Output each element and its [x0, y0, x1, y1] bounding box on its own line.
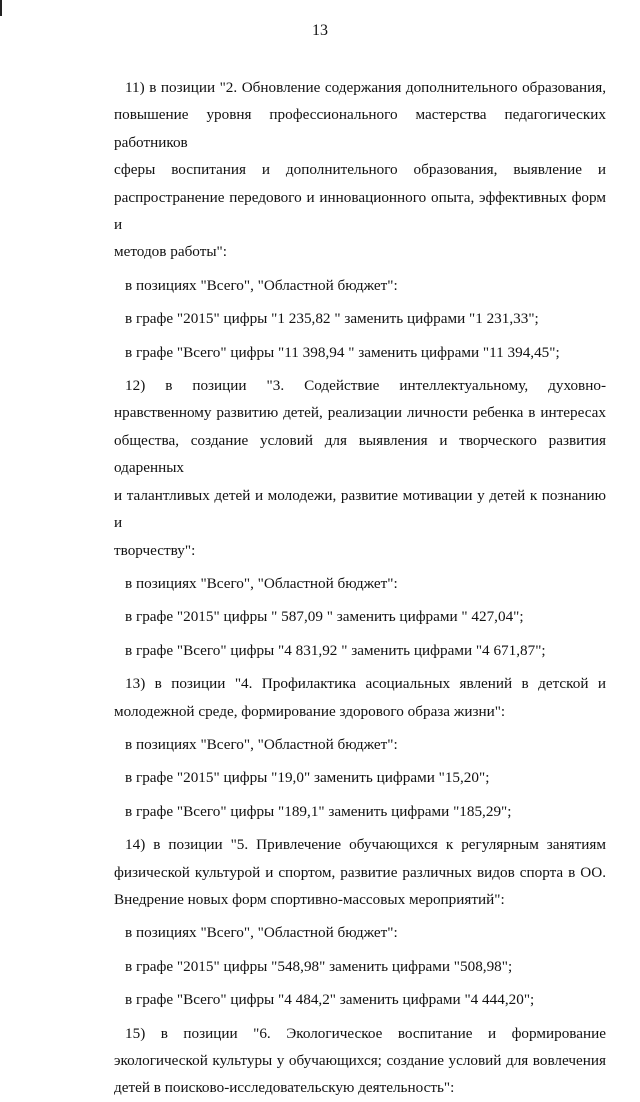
paragraph-line: 11) в позиции "2. Обновление содержания дополнительного образования, [125, 79, 606, 96]
paragraph-last-line: Внедрение новых форм спортивно-массовых мероприятий": [114, 890, 505, 908]
paragraph-last-line: молодежной среде, формирование здорового образа жизни": [114, 702, 506, 720]
positions-line: в позициях "Всего", "Областной бюджет": [125, 276, 398, 294]
item-13 [114, 670, 606, 725]
paragraph-line: 13) в позиции "4. Профилактика асоциальных явлений в детской и [125, 675, 606, 693]
scan-edge-mark [0, 0, 2, 16]
item-14 [114, 831, 606, 913]
row-total-line: в графе "Всего" цифры "189,1" заменить цифрами "185,29"; [125, 802, 512, 820]
paragraph-last-line: методов работы": [114, 243, 227, 261]
paragraph-line: экологической культуры у обучающихся; создание условий для вовлечения [114, 1052, 606, 1069]
paragraph-line: 15) в позиции "6. Экологическое воспитание и формирование [125, 1024, 606, 1042]
row-total-line: в графе "Всего" цифры "11 398,94 " заменить цифрами "11 394,45"; [125, 343, 560, 361]
row-total-line: в графе "Всего" цифры "4 484,2" заменить цифрами "4 444,20"; [125, 991, 535, 1009]
positions-line: в позициях "Всего", "Областной бюджет": [125, 735, 398, 753]
row-total-line: в графе "Всего" цифры "4 831,92 " заменить цифрами "4 671,87"; [125, 641, 546, 659]
positions-line: в позициях "Всего", "Областной бюджет": [125, 924, 398, 942]
paragraph-line: распространение передового и инновационного опыта, эффективных форм и [114, 188, 606, 234]
page-number: 13 [312, 22, 328, 39]
paragraph-last-line: детей в поисково-исследовательскую деятельность": [114, 1079, 455, 1097]
row-2015-line: в графе "2015" цифры " 587,09 " заменить цифрами " 427,04"; [125, 608, 524, 626]
paragraph-line: сферы воспитания и дополнительного образования, выявление и [114, 161, 606, 179]
item-11 [114, 74, 606, 266]
paragraph-line: повышение уровня профессионального мастерства педагогических работников [114, 106, 606, 151]
row-2015-line: в графе "2015" цифры "1 235,82 " заменить цифрами "1 231,33"; [125, 310, 539, 328]
paragraph-line: общества, создание условий для выявления и творческого развития одаренных [114, 431, 606, 477]
row-2015-line: в графе "2015" цифры "19,0" заменить цифрами "15,20"; [125, 769, 490, 787]
paragraph-line: нравственному развитию детей, реализации личности ребенка в интересах [114, 404, 606, 422]
document-body [114, 74, 606, 1102]
paragraph-line: физической культурой и спортом, развитие различных видов спорта в ОО. [114, 863, 606, 881]
item-12 [114, 372, 606, 564]
paragraph-line: и талантливых детей и молодежи, развитие мотивации у детей к познанию и [114, 486, 606, 532]
positions-line: в позициях "Всего", "Областной бюджет": [125, 574, 398, 592]
row-2015-line: в графе "2015" цифры "548,98" заменить цифрами "508,98"; [125, 957, 513, 975]
paragraph-last-line: творчеству": [114, 541, 196, 559]
paragraph-line: 14) в позиции "5. Привлечение обучающихся к регулярным занятиям [125, 836, 606, 854]
paragraph-line: 12) в позиции "3. Содействие интеллектуальному, духовно- [125, 377, 606, 395]
item-15 [114, 1020, 606, 1102]
